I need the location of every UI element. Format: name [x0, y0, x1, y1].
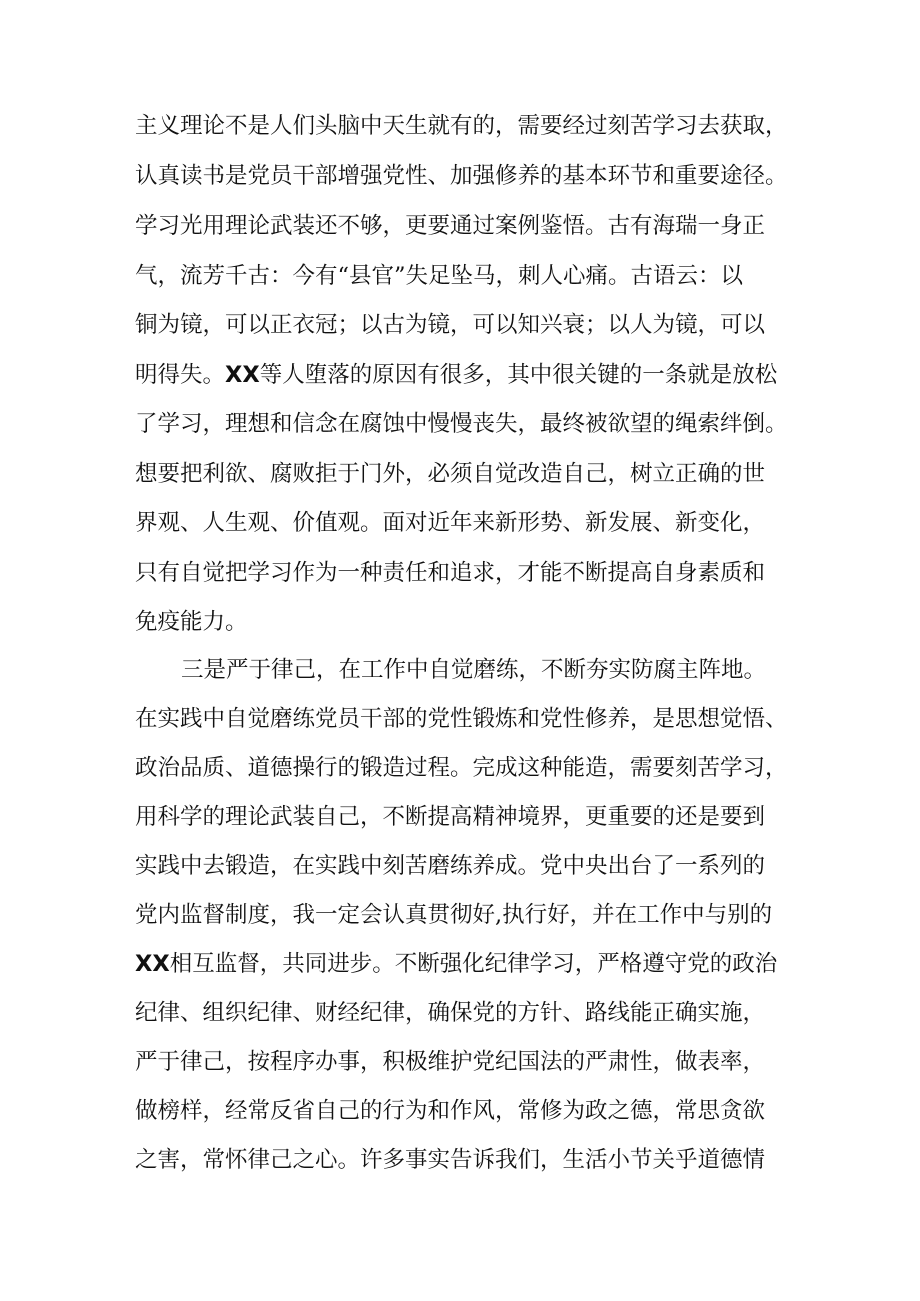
text-line: 严于律己，按程序办事，积极维护党纪国法的严肃性，做表率， — [135, 1049, 766, 1075]
text-line: 政治品质、道德操行的锻造过程。完成这种能造，需要刻苦学习， — [135, 755, 788, 781]
text-line: 实践中去锻造，在实践中刻苦磨练养成。党中央出台了一系列的 — [135, 853, 766, 879]
text-line: 免疫能力。 — [135, 609, 248, 635]
text-line: 做榜样，经常反省自己的行为和作风，常修为政之德，常思贪欲 — [135, 1098, 766, 1124]
text-line: 党内监督制度，我一定会认真贯彻好,执行好，并在工作中与别的 — [135, 902, 773, 928]
text-line: 想要把利欲、腐败拒于门外，必须自觉改造自己，树立正确的世 — [135, 461, 766, 487]
text-line: 用科学的理论武装自己，不断提高精神境界，更重要的还是要到 — [135, 804, 766, 830]
text-line: 纪律、组织纪律、财经纪律，确保党的方针、路线能正确实施， — [135, 1000, 766, 1026]
redacted-name: XX — [135, 951, 170, 977]
text-line: 铜为镜，可以正衣冠；以古为镜，可以知兴衰；以人为镜，可以 — [135, 312, 766, 338]
text-line: 明得失。XX等人堕落的原因有很多，其中很关键的一条就是放松 — [135, 362, 778, 388]
text-line: 之害，常怀律己之心。许多事实告诉我们，生活小节关乎道德情 — [135, 1147, 766, 1173]
text-line: 界观、人生观、价值观。面对近年来新形势、新发展、新变化， — [135, 510, 766, 536]
redacted-name: XX — [225, 362, 260, 388]
text-line: XX相互监督，共同进步。不断强化纪律学习，严格遵守党的政治 — [135, 951, 778, 977]
text-line: 了学习，理想和信念在腐蚀中慢慢丧失，最终被欲望的绳索绊倒。 — [135, 411, 788, 437]
text-line: 在实践中自觉磨练党员干部的党性锻炼和党性修养，是思想觉悟、 — [135, 706, 788, 732]
text-line: 认真读书是党员干部增强党性、加强修养的基本环节和重要途径。 — [135, 163, 788, 189]
text-line: 气，流芳千古：今有“县官”失足坠马，刺人心痛。古语云：以 — [135, 263, 744, 289]
text-line: 学习光用理论武装还不够，更要通过案例鉴悟。古有海瑞一身正 — [135, 213, 766, 239]
text-line: 主义理论不是人们头脑中天生就有的，需要经过刻苦学习去获取， — [135, 113, 788, 139]
text-line: 只有自觉把学习作为一种责任和追求，才能不断提高自身素质和 — [135, 560, 766, 586]
section-heading-line: 三是严于律己，在工作中自觉磨练，不断夯实防腐主阵地。 — [181, 657, 767, 683]
